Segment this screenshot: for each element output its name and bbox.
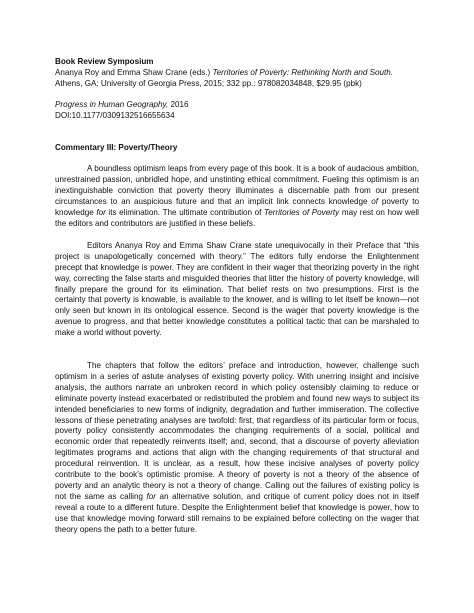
paragraph-1 (55, 164, 419, 229)
journal-year: 2016 (170, 99, 189, 109)
p1-text-b: poverty to knowledge (55, 197, 419, 218)
paragraph-2: Editors Ananya Roy and Emma Shaw Crane state unequivocally in their Preface that “this project is unapologetically concerned with theory.” The editors fully endorse the Enlightenment precept that knowledge is power. They are confident in their wager that theorizing poverty in the right way, correcting the false starts and misguided theories that litter the history of poverty knowledge, will finally prepare the ground for its elimination. That belief rests on two presumptions. First is the certainty that poverty is knowable, is available to the knower, and is willing to let itself be known—not only seen but known in its ontological essence. Second is the wager that poverty knowledge is the avenue to progress, and that better knowledge constitutes a political tactic that can be marshaled to make a world without poverty. (55, 240, 419, 338)
book-title: Territories of Poverty: Rethinking North and South. (212, 67, 394, 77)
editors: Ananya Roy and Emma Shaw Crane (eds.) (55, 67, 211, 77)
p3-text-b: an alternative solution, and critique of current policy does not in itself reveal a route to a different future. Despite the Enlightenment belief that knowledge is power, how to use that knowledge moving forward still remains to be explained before collecting on the wager that theory opens the path to a better future. (55, 491, 419, 534)
journal-name: Progress in Human Geography, (55, 99, 169, 109)
p1-text-d: may rest on how well the editors and contributors are justified in these beliefs. (55, 208, 419, 228)
paragraph-3 (55, 361, 419, 536)
p3-text-a: The chapters that follow the editors’ preface and introduction, however, challenge such optimism in a series of astute analyses of existing poverty policy. With unerring insight and incisive analysis, the authors narrate an unbroken record in which policy ostensibly claiming to reduce or eliminate poverty instead exacerbated or redistributed the problem and found new ways to subject its intended beneficiaries to new forms of indignity, degradation and further immiseration. The collective lessons of these penetrating analyses are twofold: first, that regardless of its particular form or focus, poverty policy consistently accommodates the changing requirements of a social, political and economic order that repeatedly reinvents itself; and, second, that a discourse of poverty alleviation legitimates programs and actions that align with the changing requirements of that structural and procedural reinvention. It is unclear, as a result, how these incisive analyses of poverty policy contribute to the book’s optimistic promise. A theory of poverty is not a theory of the absence of poverty and an analytic theory is not a theory of change. Calling out the failures of existing policy is not the same as calling (55, 361, 419, 501)
p1-emphasis-for: for (96, 208, 106, 218)
p1-book-title: Territories of Poverty (264, 208, 340, 218)
p3-emphasis-for: for (146, 491, 156, 501)
p1-text-a: A boundless optimism leaps from every page of this book. It is a book of audacious ambition, unrestrained passion, unbridled hope, and unstinting ethical commitment. Fueling this optimism is an inextinguishable conviction that poverty theory illuminates a discernable path from our present circumstances to an auspicious future and that an implicit link connects knowledge (55, 164, 419, 207)
document-page (55, 57, 419, 536)
commentary-title: Commentary III: Poverty/Theory (55, 142, 178, 152)
journal-citation (55, 100, 419, 111)
p1-text-c: its elimination. The ultimate contribution of (105, 208, 265, 218)
doi: DOI:10.1177/0309132516655634 (55, 110, 175, 120)
book-citation (55, 68, 419, 79)
section-label: Book Review Symposium (55, 57, 154, 66)
p1-emphasis-of: of (371, 197, 379, 207)
publication-details: Athens, GA: University of Georgia Press, 2015; 332 pp.: 978082034848, $29.95 (pbk) (55, 78, 362, 88)
